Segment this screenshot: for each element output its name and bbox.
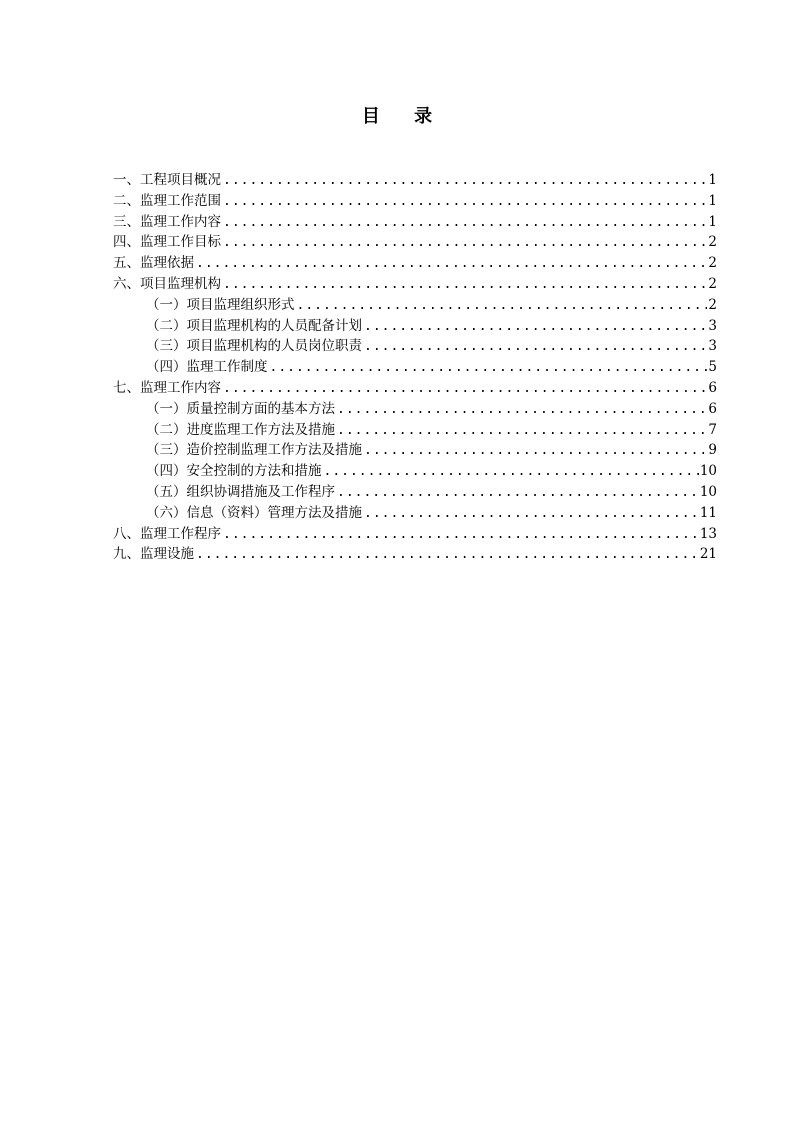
toc-dot-leader [270, 358, 708, 379]
toc-dot-leader [223, 379, 707, 400]
toc-entry-label: （三）造价控制监理工作方法及措施 [146, 442, 362, 459]
toc-page-number: 1 [708, 172, 717, 188]
toc-dot-leader [223, 213, 707, 234]
toc-entry-label: （一）质量控制方面的基本方法 [146, 400, 335, 417]
toc-entry[interactable] [113, 378, 717, 399]
toc-dot-leader [324, 462, 699, 483]
toc-subentry[interactable] [113, 420, 717, 441]
toc-entry[interactable] [113, 191, 717, 212]
toc-page-number: 6 [708, 379, 717, 396]
toc-dot-leader [364, 441, 707, 462]
toc-entry-label: 八、监理工作程序 [113, 525, 221, 542]
toc-subentry[interactable] [113, 503, 717, 524]
toc-entry-label: （一）项目监理组织形式 [146, 296, 295, 313]
toc-dot-leader [196, 545, 699, 566]
toc-entry-label: （三）项目监理机构的人员岗位职责 [146, 338, 362, 355]
toc-dot-leader [364, 317, 707, 338]
toc-page-number: 10 [699, 483, 717, 500]
toc-entry-label: （五）组织协调措施及工作程序 [146, 483, 335, 500]
toc-subentry[interactable] [113, 357, 717, 378]
toc-dot-leader [223, 275, 707, 296]
toc-entry-label: 六、项目监理机构 [113, 275, 221, 292]
toc-title: 目 录 [361, 106, 447, 127]
toc-subentry[interactable] [113, 316, 717, 337]
toc-dot-leader [337, 483, 699, 504]
toc-dot-leader [223, 233, 707, 254]
toc-dot-leader [223, 171, 707, 192]
toc-entry-label: 七、监理工作内容 [113, 379, 221, 396]
toc-dot-leader [337, 421, 707, 442]
toc-page-number: 5 [708, 359, 717, 376]
toc-page-number: 6 [708, 400, 717, 417]
toc-page-number: 1 [708, 192, 717, 209]
toc-page-number: 21 [699, 546, 717, 563]
toc-page-number: 13 [699, 525, 717, 542]
toc-page-number: 2 [708, 255, 717, 272]
toc-page-number: 2 [708, 234, 717, 251]
toc-entry[interactable] [113, 524, 717, 545]
toc-dot-leader [223, 192, 707, 213]
toc-entry-label: （二）进度监理工作方法及措施 [146, 421, 335, 438]
toc-subentry[interactable] [113, 482, 717, 503]
toc-subentry[interactable] [113, 336, 717, 357]
toc-entry-label: （四）安全控制的方法和措施 [146, 463, 322, 480]
toc-dot-leader [297, 296, 708, 317]
toc-entry-label: 四、监理工作目标 [113, 234, 221, 251]
toc-entry[interactable] [113, 212, 717, 233]
toc-entry-label: 五、监理依据 [113, 255, 194, 272]
toc-page-number: 11 [699, 504, 717, 521]
toc-entry[interactable] [113, 274, 717, 295]
toc-page-number: 10 [699, 463, 717, 480]
toc-page-number: 3 [708, 317, 717, 334]
toc-entry[interactable] [113, 253, 717, 274]
toc-subentry[interactable] [113, 399, 717, 420]
toc-dot-leader [364, 504, 699, 525]
toc-entry-label: （四）监理工作制度 [146, 359, 268, 376]
toc-dot-leader [337, 400, 707, 421]
toc-entry-label: 一、工程项目概况 [113, 172, 221, 188]
toc-page-number: 2 [708, 296, 717, 313]
toc-subentry[interactable] [113, 440, 717, 461]
toc-entry[interactable] [113, 170, 717, 191]
toc-subentry[interactable] [113, 461, 717, 482]
toc-entry-label: （六）信息（资料）管理方法及措施 [146, 504, 362, 521]
toc-dot-leader [223, 525, 699, 546]
toc-entry-label: 三、监理工作内容 [113, 213, 221, 230]
toc-entry-label: 九、监理设施 [113, 546, 194, 563]
toc-entry[interactable] [113, 232, 717, 253]
table-of-contents [113, 170, 717, 565]
toc-page-number: 1 [708, 213, 717, 230]
toc-entry-label: 二、监理工作范围 [113, 192, 221, 209]
toc-page-number: 2 [708, 275, 717, 292]
toc-entry[interactable] [113, 544, 717, 565]
toc-entry-label: （二）项目监理机构的人员配备计划 [146, 317, 362, 334]
toc-dot-leader [196, 254, 707, 275]
toc-page-number: 3 [708, 338, 717, 355]
toc-subentry[interactable] [113, 295, 717, 316]
toc-page-number: 9 [708, 442, 717, 459]
toc-page-number: 7 [708, 421, 717, 438]
toc-dot-leader [364, 337, 707, 358]
